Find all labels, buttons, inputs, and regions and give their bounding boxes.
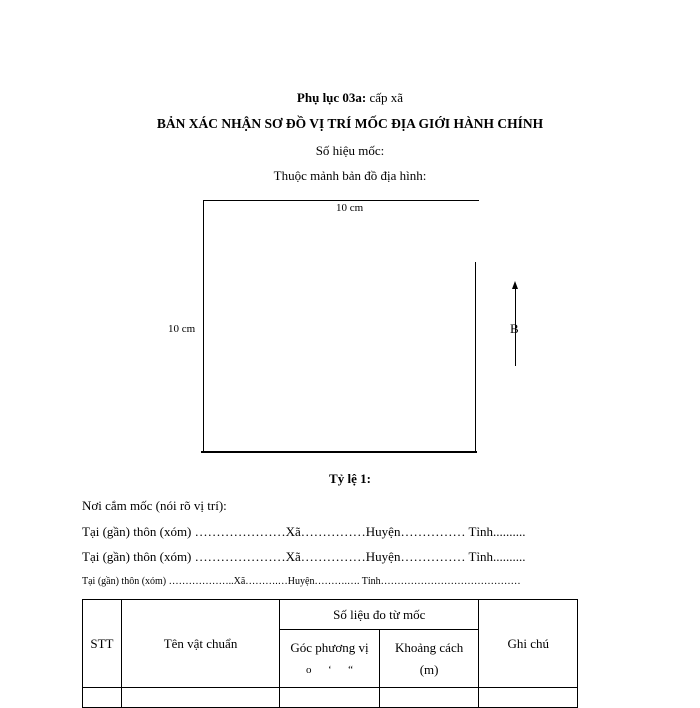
appendix-label — [0, 90, 700, 106]
location-line: Tại (gần) thôn (xóm) ………………..Xã……….…Huyện……….…. Tỉnh…………………………………… — [82, 576, 521, 587]
location-line: Tại (gần) thôn (xóm) …………………Xã……………Huyện…………… Tỉnh.......... — [82, 524, 526, 539]
scale-label: Tỷ lệ 1: — [329, 471, 371, 486]
location-line: Tại (gần) thôn (xóm) …………………Xã……………Huyện…………… Tỉnh.......... — [82, 549, 526, 564]
diagram-frame-right — [475, 262, 476, 452]
table-cell — [121, 688, 279, 708]
appendix-code: Phụ lục 03a: — [296, 90, 367, 105]
table-cell — [479, 688, 578, 708]
header-object-name: Tên vật chuẩn — [121, 600, 279, 688]
marker-number-field: Số hiệu mốc: — [315, 143, 385, 158]
survey-table — [82, 599, 578, 708]
header-azimuth — [280, 630, 380, 688]
document-title: BẢN XÁC NHẬN SƠ ĐỒ VỊ TRÍ MỐC ĐỊA GIỚI HÀNH CHÍNH — [156, 116, 544, 131]
distance-label: Khoảng cách — [395, 639, 464, 655]
location-intro: Nơi cắm mốc (nói rõ vị trí): — [82, 498, 227, 513]
appendix-level: cấp xã — [366, 90, 404, 105]
diagram-frame-top — [203, 200, 479, 201]
header-stt: STT — [83, 600, 122, 688]
header-measurement-group: Số liệu đo từ mốc — [280, 600, 479, 630]
distance-unit: (m) — [419, 661, 439, 677]
table-cell — [280, 688, 380, 708]
diagram-frame-left — [203, 200, 204, 452]
north-label: B — [510, 321, 519, 336]
diagram-width-label: 10 cm — [336, 202, 364, 214]
header-distance — [379, 630, 479, 688]
table-cell — [83, 688, 122, 708]
diagram-frame-bottom — [201, 451, 477, 453]
table-cell — [379, 688, 479, 708]
azimuth-units: o ‘ “ — [305, 663, 353, 676]
header-notes: Ghi chú — [479, 600, 578, 688]
map-sheet-field: Thuộc mảnh bản đồ địa hình: — [273, 168, 427, 183]
diagram-height-label: 10 cm — [168, 323, 196, 335]
azimuth-label: Góc phương vị — [290, 639, 369, 655]
